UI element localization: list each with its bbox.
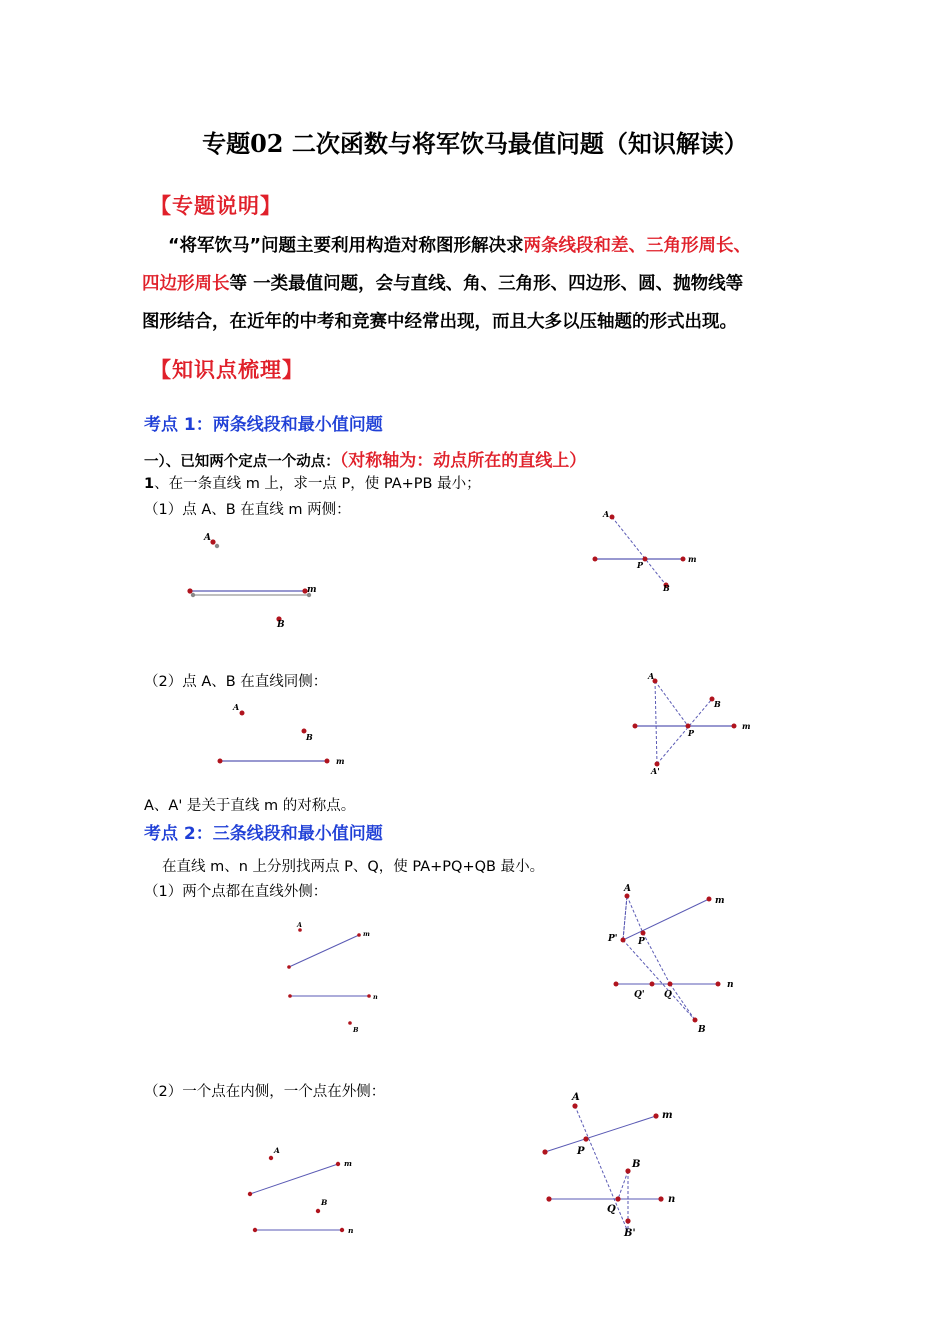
label-a: A: [603, 509, 610, 519]
point-q: [668, 982, 673, 987]
kp1-item-1: [144, 472, 481, 493]
line-m: [250, 1164, 338, 1194]
point-a-shadow: [215, 544, 219, 548]
kp1-sub-text: 一）、已知两个定点一个动点：: [144, 454, 340, 470]
label-a: A: [233, 702, 240, 712]
point-a: [610, 515, 615, 520]
label-n: n: [373, 993, 378, 1001]
page-title: 专题02 二次函数与将军饮马最值问题（知识解读）: [202, 129, 748, 158]
label-m: m: [662, 1110, 673, 1121]
line-m: [545, 1116, 656, 1152]
point-m-end: [681, 557, 686, 562]
point-n-start: [288, 994, 292, 998]
label-a: A: [572, 1092, 580, 1103]
point-p: [643, 557, 648, 562]
knowledge-point-1: 考点 1：两条线段和最小值问题: [144, 415, 383, 435]
label-m: m: [688, 554, 697, 564]
point-m-end: [336, 1162, 340, 1166]
segment-ap: [655, 681, 688, 726]
intro-highlight: 两条线段和差、三角形周长、: [523, 236, 752, 256]
segment-qb: [670, 984, 695, 1020]
section-heading-knowledge: 【知识点梳理】: [150, 357, 304, 382]
kp2-description: 在直线 m、n 上分别找两点 P、Q，使 PA+PQ+QB 最小。: [162, 859, 545, 875]
label-n: n: [727, 980, 734, 990]
point-n-end: [340, 1228, 344, 1232]
point-n-start: [614, 982, 619, 987]
point-m-start: [287, 965, 291, 969]
point-b: [625, 1168, 630, 1173]
label-p-prime: P': [608, 934, 618, 944]
label-b: B: [632, 1159, 641, 1170]
point-a: [625, 894, 630, 899]
intro-highlight: 四边形周长: [142, 274, 230, 294]
point-a: [269, 1156, 273, 1160]
figure-2a: [215, 700, 355, 770]
label-a: A: [204, 533, 211, 543]
label-m: m: [715, 896, 725, 906]
segment-a1b: [657, 699, 712, 764]
point-q: [615, 1196, 620, 1201]
label-b: B: [321, 1198, 328, 1207]
point-b: [693, 1018, 698, 1023]
label-b-prime: B': [624, 1228, 636, 1239]
point-a: [210, 539, 215, 544]
point-n-end: [716, 982, 721, 987]
segment-ap: [627, 896, 643, 933]
figure-2b: [630, 670, 770, 780]
point-a: [240, 711, 245, 716]
point-m-start: [248, 1192, 252, 1196]
label-a: A: [297, 921, 303, 929]
kp1-item-text: 、在一条直线 m 上，求一点 P，使 PA+PB 最小；: [154, 476, 481, 492]
label-m: m: [307, 585, 317, 595]
label-n: n: [348, 1226, 354, 1235]
figure-4a: [245, 1140, 375, 1240]
point-p: [583, 1136, 588, 1141]
symmetry-note: A、A' 是关于直线 m 的对称点。: [144, 798, 356, 814]
point-n-start: [546, 1196, 551, 1201]
label-b: B: [306, 732, 313, 742]
point-m-end: [732, 724, 737, 729]
label-a: A: [648, 671, 655, 681]
segment-ab1: [575, 1106, 628, 1232]
point-b: [316, 1209, 320, 1213]
label-m: m: [742, 721, 751, 731]
label-n: n: [668, 1194, 676, 1205]
line-m: [623, 899, 709, 940]
segment-p1b: [623, 940, 695, 1020]
label-b: B: [277, 620, 285, 630]
knowledge-point-2: 考点 2：三条线段和最小值问题: [144, 824, 383, 844]
point-n-start: [253, 1228, 257, 1232]
label-b: B: [698, 1025, 706, 1035]
intro-line-3: 图形结合，在近年的中考和竞赛中经常出现，而且大多以压轴题的形式出现。: [142, 312, 737, 332]
label-b: B: [714, 699, 721, 709]
label-p: P: [637, 560, 644, 570]
point-m-start: [542, 1149, 547, 1154]
label-p: P: [577, 1146, 585, 1157]
label-p: P: [638, 937, 645, 947]
point-m-end: [653, 1113, 658, 1118]
intro-line-2: [142, 265, 743, 303]
point-a: [572, 1103, 577, 1108]
case-1-label: （1）点 A、B 在直线 m 两侧：: [144, 502, 351, 518]
point-m-start: [218, 759, 223, 764]
label-p: P: [688, 728, 695, 738]
segment-ab: [612, 517, 666, 585]
label-m: m: [336, 756, 345, 766]
point-b: [348, 1021, 352, 1025]
point-m-start: [593, 557, 598, 562]
label-a: A: [274, 1146, 280, 1155]
case-3-label: （1）两个点都在直线外侧：: [144, 884, 328, 900]
figure-3b: [600, 878, 760, 1038]
case-2-label: （2）点 A、B 在直线同侧：: [144, 674, 328, 690]
label-q-prime: Q': [634, 990, 645, 1000]
segment-sym: [623, 896, 627, 940]
intro-text: 等 一类最值问题，会与直线、角、三角形、四边形、圆、抛物线等: [229, 274, 744, 294]
label-a: A: [624, 884, 631, 894]
section-heading-description: 【专题说明】: [150, 193, 282, 218]
label-q: Q: [664, 990, 672, 1000]
kp1-item-number: 1: [144, 476, 155, 492]
figure-3a: [283, 918, 393, 1038]
intro-text: “将军饮马”问题主要利用构造对称图形解决求: [168, 236, 524, 256]
point-m-end: [707, 897, 712, 902]
label-q: Q: [607, 1204, 616, 1215]
point-n-end: [367, 994, 371, 998]
point-shadow: [191, 593, 195, 597]
point-q-prime: [650, 982, 655, 987]
segment-pq: [643, 933, 670, 984]
case-4-label: （2）一个点在内侧，一个点在外侧：: [144, 1084, 386, 1100]
figure-4b: [540, 1088, 700, 1238]
point-p-prime: [621, 938, 626, 943]
kp1-subheading: [144, 446, 586, 471]
segment-bq: [618, 1171, 628, 1199]
label-b: B: [663, 583, 670, 593]
point-m-start: [187, 588, 192, 593]
kp1-sub-note: （对称轴为：动点所在的直线上）: [339, 451, 587, 471]
point-m-start: [633, 724, 638, 729]
figure-1b: [590, 508, 720, 598]
point-b-prime: [625, 1218, 630, 1223]
label-b: B: [353, 1026, 359, 1034]
point-m-end: [325, 759, 330, 764]
point-n-end: [658, 1196, 663, 1201]
point-p: [641, 931, 646, 936]
label-m: m: [363, 930, 370, 938]
figure-1a: [185, 530, 345, 640]
segment-aa1: [655, 681, 657, 764]
line-m: [289, 935, 359, 967]
label-a-prime: A': [651, 766, 660, 776]
intro-line-1: [168, 227, 751, 265]
point-m-end: [357, 933, 361, 937]
label-m: m: [344, 1159, 352, 1168]
